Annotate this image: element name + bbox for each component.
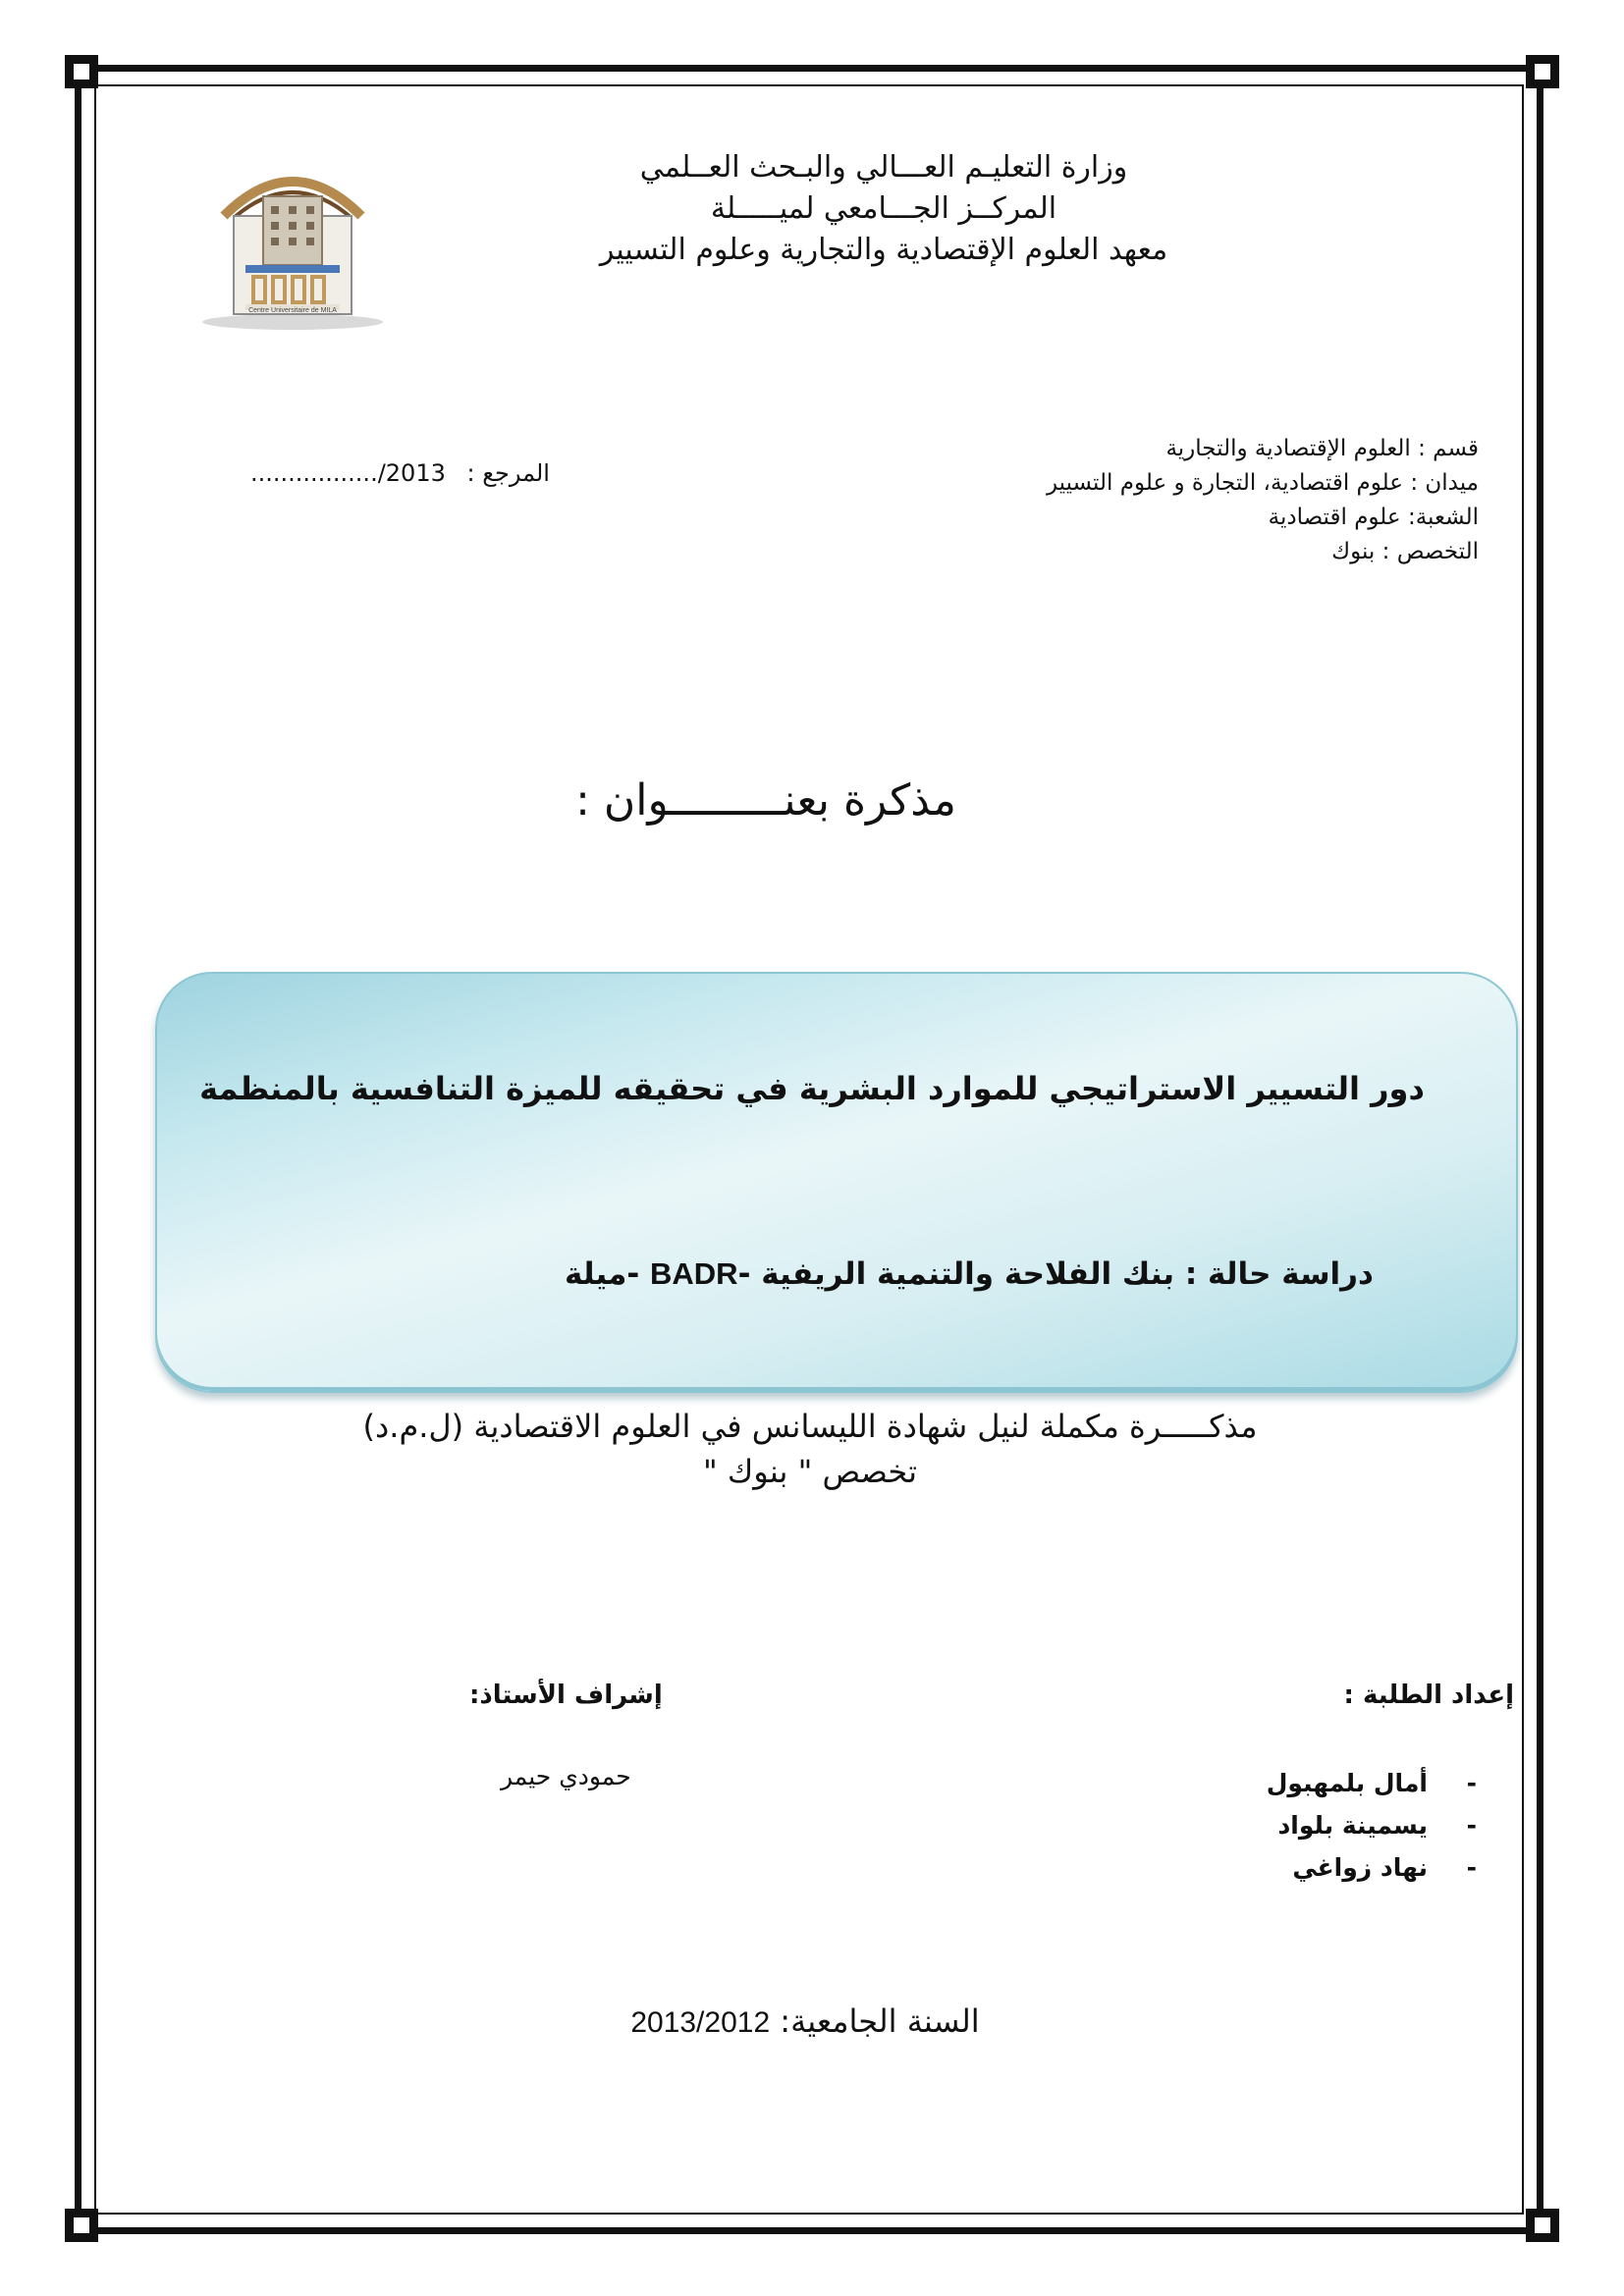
border-corner-top-left [65, 55, 98, 88]
memo-title-heading: مذكرة بعنـــــــــوان : [575, 775, 956, 826]
reference [250, 459, 604, 487]
ministry-line: وزارة التعليـم العـــالي والبـحث العــلمي [639, 150, 1128, 185]
university-logo [194, 157, 391, 334]
specialty-line: التخصص : بنوك [1331, 539, 1479, 564]
border-corner-top-right [1526, 55, 1559, 88]
border-corner-bottom-right [1526, 2209, 1559, 2242]
student-name: يسمينة بلواد [1277, 1811, 1428, 1840]
student-item: -أمال بلمهبول [1266, 1769, 1477, 1797]
field-line: ميدان : علوم اقتصادية، التجارة و علوم التسيير [1046, 470, 1479, 496]
institute-line: معهد العلوم الإقتصادية والتجارية وعلوم التسيير [599, 233, 1168, 267]
academic-year [530, 2002, 1080, 2040]
department-line: قسم : العلوم الإقتصادية والتجارية [1165, 436, 1479, 461]
logo-caption: Centre Universitaire de MILA [248, 307, 337, 314]
reference-value: ................./2013 [250, 459, 446, 487]
branch-line: الشعبة: علوم اقتصادية [1268, 505, 1479, 530]
case-study-bank-code: BADR [650, 1256, 738, 1291]
student-name: أمال بلمهبول [1266, 1769, 1428, 1797]
thesis-title: دور التسيير الاستراتيجي للموارد البشرية في تحقيقه للميزة التنافسية بالمنظمة [199, 1070, 1425, 1107]
case-study-line [0, 1256, 1624, 1292]
case-study-suffix: -ميلة [565, 1256, 651, 1292]
border-corner-bottom-left [65, 2209, 98, 2242]
prepared-by-heading: إعداد الطلبة : [1343, 1681, 1514, 1710]
institution-header [530, 147, 1237, 271]
student-name: نهاد زواغي [1292, 1853, 1428, 1882]
memo-degree-line: مذكـــــرة مكملة لنيل شهادة الليسانس في العلوم الاقتصادية (ل.م.د) [362, 1408, 1258, 1445]
department-info [929, 432, 1479, 569]
supervisor-name: حمودي حيمر [501, 1762, 631, 1790]
student-item: -نهاد زواغي [1292, 1853, 1477, 1882]
academic-year-value: 2013/2012 [630, 2006, 771, 2039]
student-item: -يسمينة بلواد [1277, 1811, 1477, 1840]
title-banner [155, 972, 1518, 1393]
memo-description [295, 1404, 1326, 1494]
students-list [1267, 1762, 1477, 1889]
case-study-prefix: دراسة حالة : بنك الفلاحة والتنمية الريفية - [737, 1256, 1374, 1292]
memo-specialty-line: تخصص " بنوك " [703, 1453, 917, 1490]
center-line: المركــز الجـــامعي لميـــــلة [710, 191, 1057, 226]
academic-year-label: السنة الجامعية: [780, 2002, 980, 2040]
reference-label: المرجع : [466, 459, 550, 487]
supervision-heading: إشراف الأستاذ: [469, 1681, 663, 1710]
